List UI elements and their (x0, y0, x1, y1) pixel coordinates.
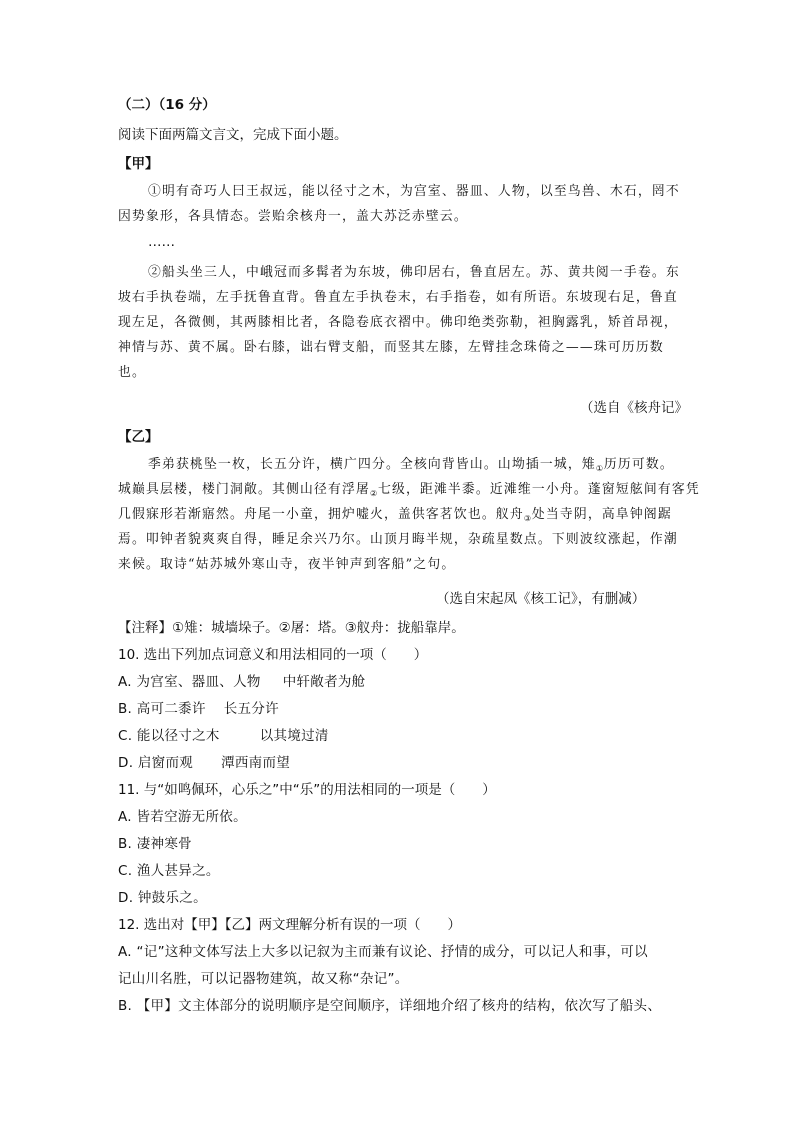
passage-jia-line: 因势象形，各具情态。尝贻余核舟一，盖大苏泛赤壁云。 (118, 209, 468, 224)
question-11-option-c: C. 渔人甚异之。 (118, 863, 220, 879)
question-12-option-a: A. “记”这种文体写法上大多以记叙为主而兼有议论、抒情的成分，可以记人和事，可以 (118, 944, 648, 960)
question-11-option-d: D. 钟鼓乐之。 (118, 890, 207, 906)
passage-yi-text: 七级，距滩半黍。近滩维一小舟。蓬窗短舷间有客凭 (377, 482, 700, 497)
question-11-option-a: A. 皆若空游无所依。 (118, 809, 247, 825)
question-12-option-a-cont: 记山川名胜，可以记器物建筑，故又称“杂记”。 (118, 971, 409, 987)
annotation-notes: 【注释】①雉：城墙垛子。②屠：塔。③舣舟：拢船靠岸。 (118, 620, 465, 636)
passage-jia-line: 神情与苏、黄不属。卧右膝，诎右臂支船，而竖其左膝，左臂挂念珠倚之——珠可历历数 (118, 340, 664, 355)
question-10-option-b: B. 高可二黍许 长五分许 (118, 701, 279, 717)
passage-jia-source: （选自《核舟记》 (580, 400, 688, 416)
passage-yi-text: 处当寺阴，高阜钟阁踞 (531, 507, 672, 522)
passage-jia-label: 【甲】 (118, 156, 159, 172)
note-mark-3: ③ (523, 514, 533, 523)
passage-jia-line: 现左足，各微侧，其两膝相比者，各隐卷底衣褶中。佛印绝类弥勒，袒胸露乳，矫首昂视， (118, 315, 678, 330)
passage-jia-line: ②船头坐三人，中峨冠而多髯者为东坡，佛印居右，鲁直居左。苏、黄共阅一手卷。东 (148, 265, 680, 280)
question-10-stem: 10. 选出下列加点词意义和用法相同的一项（ ） (118, 647, 428, 663)
passage-yi-text: 几假寐形若渐寤然。舟尾一小童，拥炉嘘火，盖供客茗饮也。舣舟 (118, 507, 524, 522)
passage-jia-ellipsis: …… (148, 234, 175, 250)
question-12-option-b: B. 【甲】文主体部分的说明顺序是空间顺序，详细地介绍了核舟的结构，依次写了船头、 (118, 998, 662, 1014)
passage-jia-line: ①明有奇巧人曰王叔远，能以径寸之木，为宫室、器皿、人物，以至鸟兽、木石，罔不 (148, 184, 680, 199)
passage-yi-text: 城巅具层楼，楼门洞敞。其侧山径有浮屠 (118, 482, 370, 497)
passage-yi-text: 历历可数。 (603, 457, 674, 472)
question-10-option-a: A. 为宫室、器皿、人物 中轩敞者为舱 (118, 674, 366, 690)
passage-yi-label: 【乙】 (118, 429, 159, 445)
section-title: （二）（16 分） (118, 97, 216, 113)
question-11-stem: 11. 与“如鸣佩环，心乐之”中“乐”的用法相同的一项是（ ） (118, 782, 496, 798)
passage-yi-line (118, 481, 700, 499)
passage-yi-line: 焉。叩钟者貌爽爽自得，睡足余兴乃尔。山顶月晦半规，杂疏星数点。下则波纹涨起，作潮 (118, 532, 678, 547)
passage-yi-line: 来候。取诗“姑苏城外寒山寺，夜半钟声到客船”之句。 (118, 557, 456, 572)
note-mark-2: ② (369, 489, 379, 498)
question-10-option-c: C. 能以径寸之木 以其境过清 (118, 728, 329, 744)
passage-jia-line: 也。 (118, 365, 146, 380)
passage-yi-text: 季弟获桃坠一枚，长五分许，横广四分。全核向背皆山。山坳插一城，雉 (148, 457, 596, 472)
passage-yi-line (148, 456, 674, 474)
passage-yi-source: （选自宋起凤《核工记》，有删减） (436, 591, 646, 607)
passage-jia-line: 坡右手执卷端，左手抚鲁直背。鲁直左手执卷末，右手指卷，如有所语。东坡现右足，鲁直 (118, 290, 678, 305)
question-11-option-b: B. 凄神寒骨 (118, 836, 192, 852)
question-10-option-d: D. 启窗而观 潭西南而望 (118, 755, 291, 771)
question-12-stem: 12. 选出对【甲】【乙】两文理解分析有误的一项（ ） (118, 917, 462, 933)
note-mark-1: ① (595, 464, 605, 473)
passage-yi-line (118, 506, 672, 524)
instruction-text: 阅读下面两篇文言文，完成下面小题。 (118, 127, 348, 143)
